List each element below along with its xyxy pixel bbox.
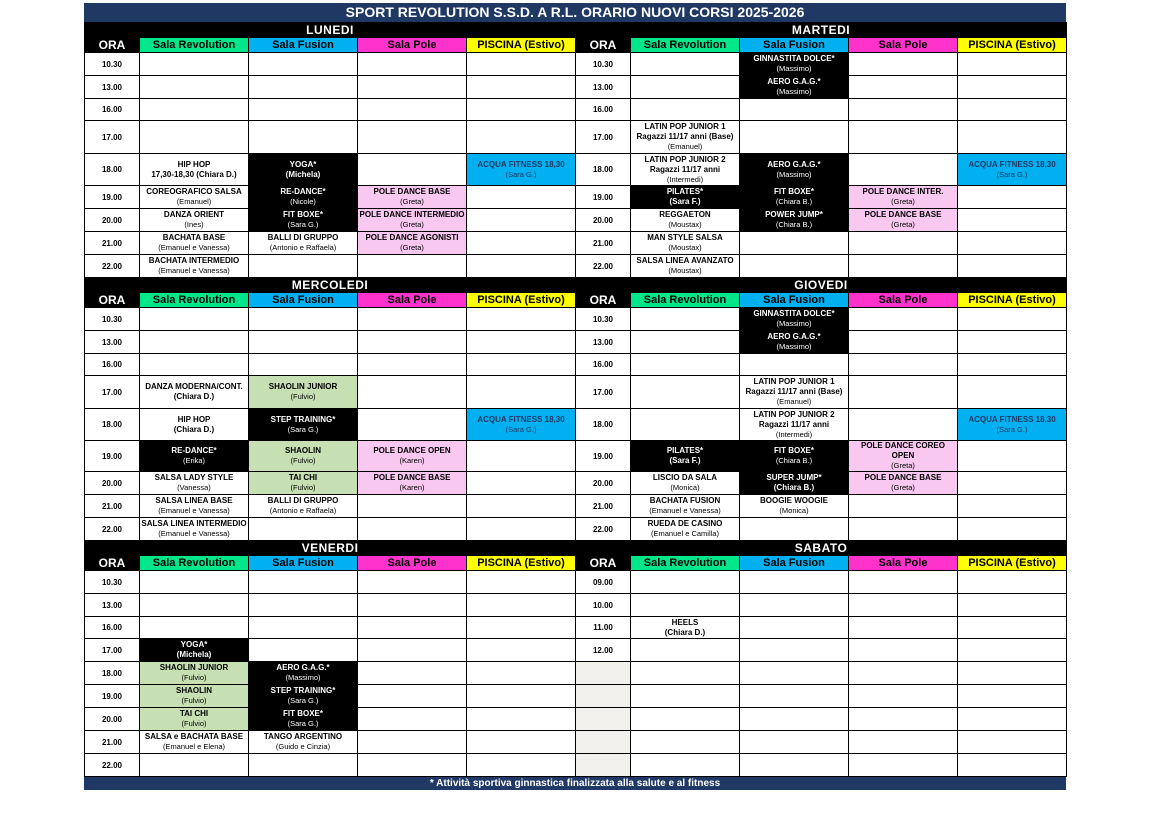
time-cell: 19.00: [576, 186, 631, 209]
col-ora: ORA: [576, 556, 631, 571]
course-cell: BALLI DI GRUPPO (Antonio e Raffaela): [249, 232, 358, 255]
course-cell: BACHATA BASE (Emanuel e Vanessa): [140, 232, 249, 255]
course-cell: BOOGIE WOOGIE (Monica): [740, 495, 849, 518]
course-cell: COREOGRAFICO SALSA (Emanuel): [140, 186, 249, 209]
col-sala-fusion: Sala Fusion: [740, 556, 849, 571]
col-sala-pole: Sala Pole: [849, 293, 958, 308]
course-cell: POLE DANCE BASE (Greta): [358, 186, 467, 209]
col-piscina: PISCINA (Estivo): [958, 293, 1067, 308]
time-cell: 22.00: [576, 518, 631, 541]
col-piscina: PISCINA (Estivo): [467, 556, 576, 571]
time-cell: 20.00: [576, 472, 631, 495]
day-martedi: MARTEDI: [576, 23, 1067, 38]
course-cell: POLE DANCE BASE (Greta): [849, 472, 958, 495]
time-cell: 20.00: [85, 472, 140, 495]
course-cell: SHAOLIN (Fulvio): [249, 441, 358, 472]
time-cell: 16.00: [576, 99, 631, 121]
time-cell: 10.30: [85, 571, 140, 594]
time-cell: 17.00: [85, 639, 140, 662]
course-cell: SALSA LINEA AVANZATO (Moustax): [631, 255, 740, 278]
page-title: SPORT REVOLUTION S.S.D. A R.L. ORARIO NUOVI CORSI 2025-2026: [84, 3, 1066, 22]
course-cell: FIT BOXE* (Sara G.): [249, 209, 358, 232]
course-cell: LISCIO DA SALA (Monica): [631, 472, 740, 495]
time-cell: 10.30: [576, 53, 631, 76]
col-sala-revolution: Sala Revolution: [631, 38, 740, 53]
time-cell: 21.00: [576, 232, 631, 255]
time-cell: 19.00: [85, 685, 140, 708]
course-cell: ACQUA FITNESS 18,30 (Sara G.): [467, 154, 576, 186]
time-cell: 20.00: [85, 209, 140, 232]
course-cell: SALSA e BACHATA BASE (Emanuel e Elena): [140, 731, 249, 754]
time-cell: 22.00: [576, 255, 631, 278]
time-cell: 17.00: [576, 121, 631, 154]
course-cell: POLE DANCE AGONISTI (Greta): [358, 232, 467, 255]
col-sala-revolution: Sala Revolution: [140, 293, 249, 308]
col-sala-fusion: Sala Fusion: [249, 556, 358, 571]
course-cell: FIT BOXE* (Chiara B.): [740, 186, 849, 209]
course-cell: FIT BOXE* (Chiara B.): [740, 441, 849, 472]
course-cell: TANGO ARGENTINO (Guido e Cinzia): [249, 731, 358, 754]
time-cell: 13.00: [576, 331, 631, 354]
course-cell: POLE DANCE COREO OPEN (Greta): [849, 441, 958, 472]
time-cell: 10.30: [85, 308, 140, 331]
time-cell: 12.00: [576, 639, 631, 662]
course-cell: GINNASTITA DOLCE* (Massimo): [740, 308, 849, 331]
time-cell: 17.00: [85, 376, 140, 409]
course-cell: GINNASTITA DOLCE* (Massimo): [740, 53, 849, 76]
time-cell: 18.00: [576, 409, 631, 441]
course-cell: BALLI DI GRUPPO (Antonio e Raffaela): [249, 495, 358, 518]
time-cell: 13.00: [85, 331, 140, 354]
course-cell: POLE DANCE BASE (Greta): [849, 209, 958, 232]
footer-note: * Attività sportiva ginnastica finalizzata alla salute e al fitness: [84, 777, 1066, 790]
col-sala-pole: Sala Pole: [358, 556, 467, 571]
course-cell: SHAOLIN (Fulvio): [140, 685, 249, 708]
time-cell: 21.00: [85, 232, 140, 255]
course-cell: ACQUA FITNESS 18,30 (Sara G.): [467, 409, 576, 441]
time-cell: 10.30: [576, 308, 631, 331]
course-cell: LATIN POP JUNIOR 2 Ragazzi 11/17 anni (Intermedi): [631, 154, 740, 186]
time-cell: 10.30: [85, 53, 140, 76]
col-sala-revolution: Sala Revolution: [140, 556, 249, 571]
course-cell: PILATES* (Sara F.): [631, 186, 740, 209]
course-cell: REGGAETON (Moustax): [631, 209, 740, 232]
course-cell: YOGA* (Michela): [140, 639, 249, 662]
col-ora: ORA: [85, 556, 140, 571]
course-cell: PILATES* (Sara F.): [631, 441, 740, 472]
time-cell: 18.00: [576, 154, 631, 186]
col-ora: ORA: [576, 293, 631, 308]
day-giovedi: GIOVEDI: [576, 278, 1067, 293]
day-lunedi: LUNEDI: [85, 23, 576, 38]
time-cell: 22.00: [85, 255, 140, 278]
time-cell: 13.00: [85, 594, 140, 617]
course-cell: POLE DANCE OPEN (Karen): [358, 441, 467, 472]
course-cell: SALSA LADY STYLE (Vanessa): [140, 472, 249, 495]
course-cell: HIP HOP (Chiara D.): [140, 409, 249, 441]
course-cell: BACHATA INTERMEDIO (Emanuel e Vanessa): [140, 255, 249, 278]
course-cell: SALSA LINEA INTERMEDIO (Emanuel e Vanessa): [140, 518, 249, 541]
course-cell: YOGA* (Michela): [249, 154, 358, 186]
course-cell: POLE DANCE INTER. (Greta): [849, 186, 958, 209]
day-sabato: SABATO: [576, 541, 1067, 556]
time-cell: 21.00: [576, 495, 631, 518]
time-cell: 17.00: [85, 121, 140, 154]
day-mercoledi: MERCOLEDI: [85, 278, 576, 293]
time-cell: 17.00: [576, 376, 631, 409]
time-cell: 21.00: [85, 495, 140, 518]
time-cell: 19.00: [576, 441, 631, 472]
col-ora: ORA: [576, 38, 631, 53]
col-sala-pole: Sala Pole: [849, 38, 958, 53]
time-cell: 19.00: [85, 441, 140, 472]
time-cell: 16.00: [85, 617, 140, 639]
time-cell: 09.00: [576, 571, 631, 594]
course-cell: POWER JUMP* (Chiara B.): [740, 209, 849, 232]
course-cell: STEP TRAINING* (Sara G.): [249, 685, 358, 708]
course-cell: MAN STYLE SALSA (Moustax): [631, 232, 740, 255]
col-sala-pole: Sala Pole: [849, 556, 958, 571]
time-cell: 22.00: [85, 518, 140, 541]
time-cell: 16.00: [576, 354, 631, 376]
course-cell: LATIN POP JUNIOR 1 Ragazzi 11/17 anni (Base) (Emanuel): [740, 376, 849, 409]
col-sala-fusion: Sala Fusion: [740, 38, 849, 53]
time-cell: 10.00: [576, 594, 631, 617]
col-sala-fusion: Sala Fusion: [249, 293, 358, 308]
course-cell: AERO G.A.G.* (Massimo): [740, 154, 849, 186]
course-cell: POLE DANCE INTERMEDIO (Greta): [358, 209, 467, 232]
col-ora: ORA: [85, 38, 140, 53]
time-cell: 19.00: [85, 186, 140, 209]
course-cell: FIT BOXE* (Sara G.): [249, 708, 358, 731]
col-ora: ORA: [85, 293, 140, 308]
day-venerdi: VENERDI: [85, 541, 576, 556]
time-cell: 11.00: [576, 617, 631, 639]
course-cell: AERO G.A.G.* (Massimo): [740, 331, 849, 354]
col-sala-revolution: Sala Revolution: [140, 38, 249, 53]
course-cell: DANZA MODERNA/CONT. (Chiara D.): [140, 376, 249, 409]
course-cell: RUEDA DE CASINO (Emanuel e Camilla): [631, 518, 740, 541]
col-sala-revolution: Sala Revolution: [631, 556, 740, 571]
course-cell: SALSA LINEA BASE (Emanuel e Vanessa): [140, 495, 249, 518]
time-cell: 20.00: [576, 209, 631, 232]
course-cell: HEELS (Chiara D.): [631, 617, 740, 639]
course-cell: LATIN POP JUNIOR 2 Ragazzi 11/17 anni (Intermedi): [740, 409, 849, 441]
time-cell: 22.00: [85, 754, 140, 777]
course-cell: BACHATA FUSION (Emanuel e Vanessa): [631, 495, 740, 518]
time-cell: 16.00: [85, 354, 140, 376]
course-cell: SUPER JUMP* (Chiara B.): [740, 472, 849, 495]
course-cell: LATIN POP JUNIOR 1 Ragazzi 11/17 anni (Base) (Emanuel): [631, 121, 740, 154]
time-cell: 21.00: [85, 731, 140, 754]
course-cell: AERO G.A.G.* (Massimo): [740, 76, 849, 99]
col-sala-fusion: Sala Fusion: [740, 293, 849, 308]
col-piscina: PISCINA (Estivo): [467, 293, 576, 308]
time-cell: 13.00: [576, 76, 631, 99]
course-cell: ACQUA FITNESS 18,30 (Sara G.): [958, 154, 1067, 186]
col-sala-fusion: Sala Fusion: [249, 38, 358, 53]
course-cell: POLE DANCE BASE (Karen): [358, 472, 467, 495]
col-piscina: PISCINA (Estivo): [958, 38, 1067, 53]
time-cell: 18.00: [85, 662, 140, 685]
course-cell: RE-DANCE* (Nicole): [249, 186, 358, 209]
time-cell: 16.00: [85, 99, 140, 121]
time-cell: 13.00: [85, 76, 140, 99]
course-cell: HIP HOP 17,30-18,30 (Chiara D.): [140, 154, 249, 186]
course-cell: SHAOLIN JUNIOR (Fulvio): [249, 376, 358, 409]
course-cell: RE-DANCE* (Erika): [140, 441, 249, 472]
course-cell: STEP TRAINING* (Sara G.): [249, 409, 358, 441]
col-sala-revolution: Sala Revolution: [631, 293, 740, 308]
time-cell: 18.00: [85, 154, 140, 186]
col-sala-pole: Sala Pole: [358, 293, 467, 308]
course-cell: SHAOLIN JUNIOR (Fulvio): [140, 662, 249, 685]
time-cell: 20.00: [85, 708, 140, 731]
course-cell: AERO G.A.G.* (Massimo): [249, 662, 358, 685]
schedule-sheet: [84, 3, 1066, 790]
col-piscina: PISCINA (Estivo): [958, 556, 1067, 571]
schedule-table: [84, 22, 1067, 777]
time-cell: 18.00: [85, 409, 140, 441]
course-cell: DANZA ORIENT (Ines): [140, 209, 249, 232]
col-sala-pole: Sala Pole: [358, 38, 467, 53]
course-cell: TAI CHI (Fulvio): [249, 472, 358, 495]
col-piscina: PISCINA (Estivo): [467, 38, 576, 53]
course-cell: TAI CHI (Fulvio): [140, 708, 249, 731]
course-cell: ACQUA FITNESS 18,30 (Sara G.): [958, 409, 1067, 441]
